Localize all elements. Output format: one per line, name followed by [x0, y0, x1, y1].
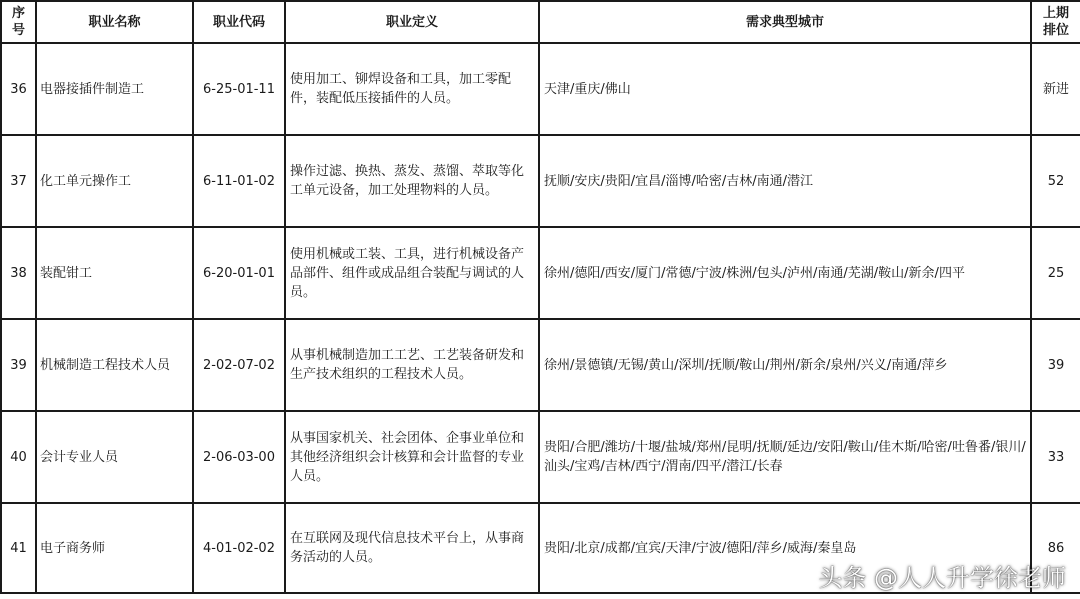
- row-last-rank: 86: [1031, 503, 1080, 593]
- row-code: 6-11-01-02: [193, 135, 285, 227]
- table-row: [1, 227, 1080, 319]
- row-seq: 39: [1, 319, 36, 411]
- row-seq: 41: [1, 503, 36, 593]
- header-definition: 职业定义: [285, 1, 539, 43]
- row-last-rank: 25: [1031, 227, 1080, 319]
- row-code: 2-06-03-00: [193, 411, 285, 503]
- row-last-rank: 39: [1031, 319, 1080, 411]
- row-name: 机械制造工程技术人员: [36, 319, 193, 411]
- row-name: 化工单元操作工: [36, 135, 193, 227]
- row-cities: 天津/重庆/佛山: [539, 43, 1031, 135]
- row-code: 6-25-01-11: [193, 43, 285, 135]
- watermark-text: 头条 @人人升学徐老师: [818, 564, 1066, 592]
- row-seq: 36: [1, 43, 36, 135]
- table-row: [1, 411, 1080, 503]
- header-row: [1, 1, 1080, 43]
- header-code: 职业代码: [193, 1, 285, 43]
- row-definition: 从事国家机关、社会团体、企事业单位和其他经济组织会计核算和会计监督的专业人员。: [285, 411, 539, 503]
- row-seq: 40: [1, 411, 36, 503]
- row-name: 会计专业人员: [36, 411, 193, 503]
- row-definition: 使用加工、铆焊设备和工具，加工零配件，装配低压接插件的人员。: [285, 43, 539, 135]
- row-name: 电子商务师: [36, 503, 193, 593]
- table-row: [1, 135, 1080, 227]
- row-definition: 从事机械制造加工工艺、工艺装备研发和生产技术组织的工程技术人员。: [285, 319, 539, 411]
- header-cities: 需求典型城市: [539, 1, 1031, 43]
- row-name: 电器接插件制造工: [36, 43, 193, 135]
- table-row: [1, 43, 1080, 135]
- row-code: 4-01-02-02: [193, 503, 285, 593]
- header-seq: 序 号: [1, 1, 36, 43]
- row-cities: 抚顺/安庆/贵阳/宜昌/淄博/哈密/吉林/南通/潜江: [539, 135, 1031, 227]
- row-seq: 38: [1, 227, 36, 319]
- row-cities: 徐州/德阳/西安/厦门/常德/宁波/株洲/包头/泸州/南通/芜湖/鞍山/新余/四平: [539, 227, 1031, 319]
- row-cities: 贵阳/北京/成都/宜宾/天津/宁波/德阳/萍乡/威海/秦皇岛: [539, 503, 1031, 593]
- row-last-rank: 52: [1031, 135, 1080, 227]
- row-definition: 在互联网及现代信息技术平台上，从事商务活动的人员。: [285, 503, 539, 593]
- row-last-rank: 新进: [1031, 43, 1080, 135]
- header-last-rank: 上期 排位: [1031, 1, 1080, 43]
- table-row: [1, 319, 1080, 411]
- row-code: 2-02-07-02: [193, 319, 285, 411]
- row-definition: 使用机械或工装、工具，进行机械设备产品部件、组件或成品组合装配与调试的人员。: [285, 227, 539, 319]
- row-definition: 操作过滤、换热、蒸发、蒸馏、萃取等化工单元设备，加工处理物料的人员。: [285, 135, 539, 227]
- row-last-rank: 33: [1031, 411, 1080, 503]
- row-cities: 徐州/景德镇/无锡/黄山/深圳/抚顺/鞍山/荆州/新余/泉州/兴义/南通/萍乡: [539, 319, 1031, 411]
- row-seq: 37: [1, 135, 36, 227]
- row-name: 装配钳工: [36, 227, 193, 319]
- header-name: 职业名称: [36, 1, 193, 43]
- row-code: 6-20-01-01: [193, 227, 285, 319]
- row-cities: 贵阳/合肥/潍坊/十堰/盐城/郑州/昆明/抚顺/延边/安阳/鞍山/佳木斯/哈密/吐鲁番/银川/汕头/宝鸡/吉林/西宁/渭南/四平/潜江/长春: [539, 411, 1031, 503]
